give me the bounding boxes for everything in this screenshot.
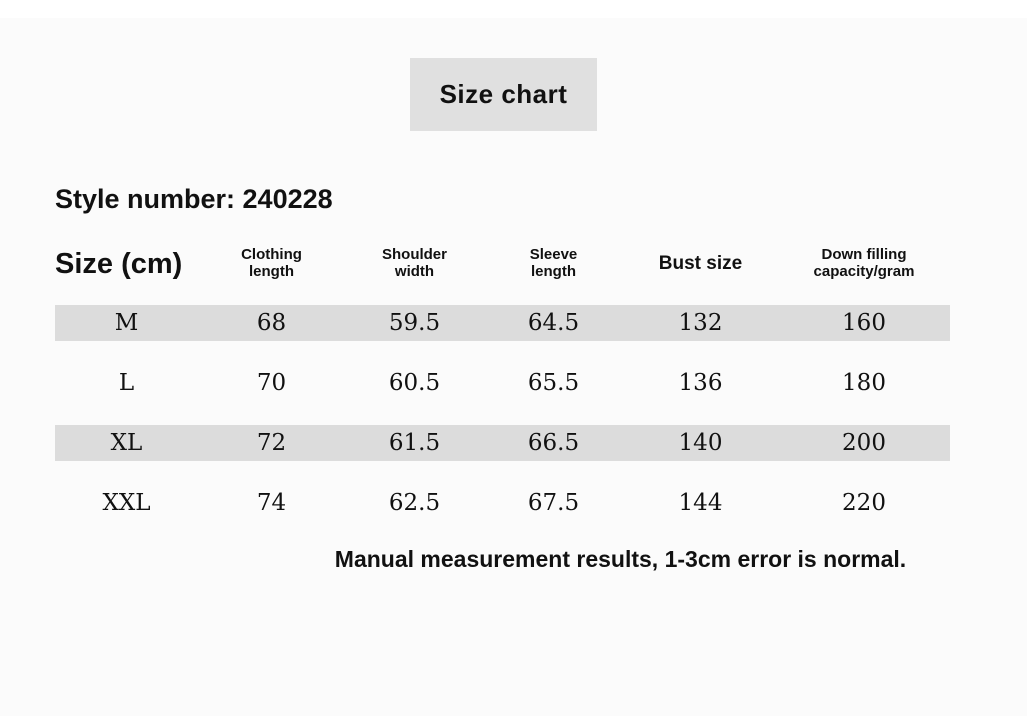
measurement-note: Manual measurement results, 1-3cm error is normal. [334,546,907,572]
table-cell: 180 [842,370,886,396]
table-cell: 72 [256,430,287,456]
style-number-text: Style number: 240228 [55,184,333,214]
table-cell: 144 [678,490,723,516]
table-cell: XXL [102,490,151,516]
table-cell: 67.5 [527,490,580,516]
table-cell: 59.5 [388,310,441,336]
table-cell: L [118,370,135,396]
table-cell: 132 [678,310,723,336]
table-row-xl [55,425,950,461]
size-table-header-row [55,233,950,295]
size-chart-title-box [410,58,597,131]
table-cell: 65.5 [527,370,580,396]
size-table [55,233,950,545]
table-cell: 70 [256,370,287,396]
size-chart-title: Size chart [439,79,568,109]
column-header-shoulder-width: Shoulder width [381,246,447,280]
column-header-size: Size (cm) [55,247,183,280]
table-row-xxl [55,485,950,521]
column-header-bust-size: Bust size [658,253,743,274]
table-cell: 66.5 [527,430,580,456]
table-cell: 160 [842,310,886,336]
table-cell: 62.5 [388,490,441,516]
column-header-clothing-length: Clothing length [241,246,302,280]
table-cell: 64.5 [527,310,580,336]
table-cell: 74 [256,490,287,516]
table-cell: 136 [678,370,723,396]
table-row-l [55,365,950,401]
table-cell: 140 [678,430,723,456]
table-cell: XL [110,430,143,456]
table-cell: M [114,310,139,336]
table-cell: 60.5 [388,370,441,396]
table-row-m [55,305,950,341]
top-highlight-band [0,0,1027,18]
size-table-body [55,305,950,521]
column-header-down-filling: Down filling capacity/gram [813,246,915,280]
table-cell: 61.5 [388,430,441,456]
column-header-sleeve-length: Sleeve length [529,246,578,280]
table-cell: 68 [256,310,287,336]
table-cell: 220 [842,490,886,516]
table-cell: 200 [842,430,886,456]
